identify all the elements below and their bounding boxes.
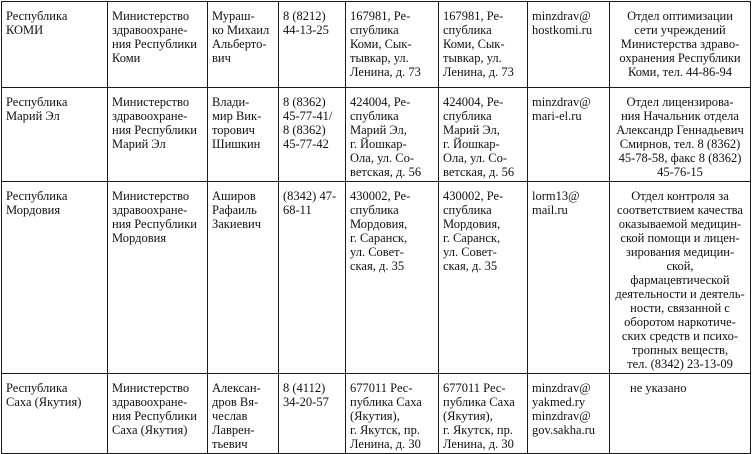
ministry-cell: Министерство здравоохране- ния Республики Мордовия bbox=[108, 182, 208, 374]
head-name-cell: Аширов Рафаиль Закиевич bbox=[208, 182, 279, 374]
table-row-mari-el bbox=[2, 88, 751, 182]
email-cell: lorm13@ mail.ru bbox=[528, 182, 610, 374]
department-cell: Отдел контроля за соответствием качества оказываемой медицин- ской помощи и лицен- зирования медицин- ской, фармацевтической деятельности и деятель- ности, связанной с оборотом наркотиче- ских средств и психо- тропных веществ, тел. (8342) 23-13-09 bbox=[610, 182, 751, 374]
department-cell: Отдел лицензирова- ния Начальник отдела Александр Геннадьевич Смирнов, тел. 8 (8362) 45-78-58, факс 8 (8362) 45-76-15 bbox=[610, 88, 751, 182]
table-row-sakha bbox=[2, 374, 751, 454]
table-row-komi bbox=[2, 2, 751, 88]
head-name-cell: Влади- мир Вик- торович Шишкин bbox=[208, 88, 279, 182]
postal-address-cell: 677011 Рес- публика Саха (Якутия), г. Якутск, пр. Ленина, д. 30 bbox=[439, 374, 528, 454]
ministry-cell: Министерство здравоохране- ния Республики Коми bbox=[108, 2, 208, 88]
postal-address-cell: 167981, Ре- спублика Коми, Сык- тывкар, ул. Ленина, д. 73 bbox=[439, 2, 528, 88]
phone-cell: (8342) 47- 68-11 bbox=[279, 182, 346, 374]
ministry-cell: Министерство здравоохране- ния Республики Саха (Якутия) bbox=[108, 374, 208, 454]
email-cell: minzdrav@ mari-el.ru bbox=[528, 88, 610, 182]
phone-cell: 8 (8212) 44-13-25 bbox=[279, 2, 346, 88]
email-cell: minzdrav@ hostkomi.ru bbox=[528, 2, 610, 88]
head-name-cell: Алексан- дров Вя- чеслав Лаврен- тьевич bbox=[208, 374, 279, 454]
head-name-cell: Мурaш- ко Михаил Альберто- вич bbox=[208, 2, 279, 88]
postal-address-cell: 430002, Ре- спублика Мордовия, г. Саранск, ул. Совет- ская, д. 35 bbox=[439, 182, 528, 374]
region-cell: Республика КОМИ bbox=[2, 2, 108, 88]
ministries-contact-table bbox=[1, 1, 751, 454]
legal-address-cell: 424004, Ре- спублика Марий Эл, г. Йошкар- Ола, ул. Со- ветская, д. 56 bbox=[346, 88, 439, 182]
region-cell: Республика Мордовия bbox=[2, 182, 108, 374]
legal-address-cell: 677011 Рес- публика Саха (Якутия), г. Якутск, пр. Ленина, д. 30 bbox=[346, 374, 439, 454]
ministry-cell: Министерство здравоохране- ния Республики Марий Эл bbox=[108, 88, 208, 182]
legal-address-cell: 167981, Ре- спублика Коми, Сык- тывкар, ул. Ленина, д. 73 bbox=[346, 2, 439, 88]
region-cell: Республика Саха (Якутия) bbox=[2, 374, 108, 454]
department-cell: Отдел оптимизации сети учреждений Министерства здраво- охранения Республики Коми, тел. 44-86-94 bbox=[610, 2, 751, 88]
phone-cell: 8 (4112) 34-20-57 bbox=[279, 374, 346, 454]
postal-address-cell: 424004, Ре- спублика Марий Эл, г. Йошкар- Ола, ул. Со- ветская, д. 56 bbox=[439, 88, 528, 182]
legal-address-cell: 430002, Ре- спублика Мордовия, г. Саранск, ул. Совет- ская, д. 35 bbox=[346, 182, 439, 374]
region-cell: Республика Марий Эл bbox=[2, 88, 108, 182]
email-cell: minzdrav@ yakmed.ry minzdrav@ gov.sakha.ru bbox=[528, 374, 610, 454]
phone-cell: 8 (8362) 45-77-41/ 8 (8362) 45-77-42 bbox=[279, 88, 346, 182]
table-row-mordovia bbox=[2, 182, 751, 374]
department-cell: не указано bbox=[610, 374, 751, 454]
